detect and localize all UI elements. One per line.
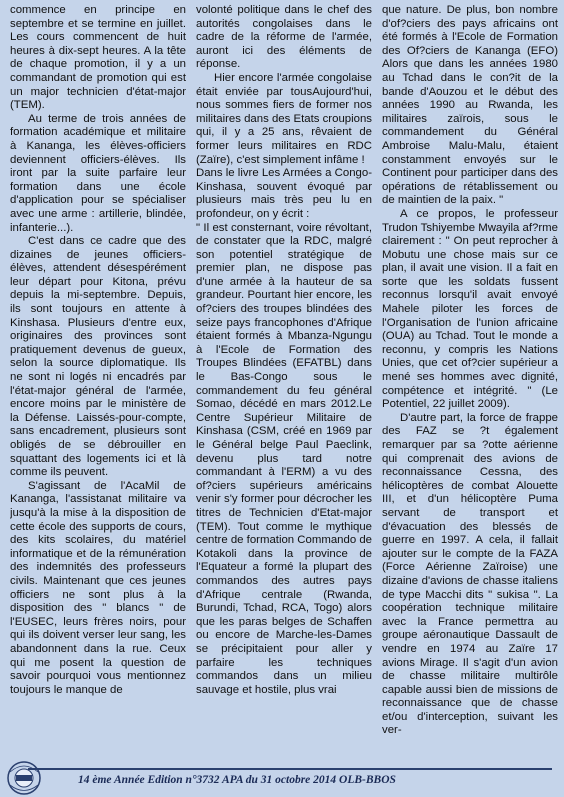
paragraph: S'agissant de l'AcaMil de Kananga, l'assistanat militaire va jusqu'à la mise à la disposition de cette école des supports de cours, des kits scolaires, du matériel informatique et de la rémunération des indemnités des professeurs civils. Maintenant que ces jeunes officiers ne sont plus à la disposition des " blancs " de l'EUSEC, leurs frères noirs, pour qui ils doivent verser leur sang, les abandonnent dans la rue. Ceux qui me posent la question de savoir pourquoi vous mentionnez toujours le manque de xyxy=(10,479,186,696)
column-3 xyxy=(382,4,558,762)
paragraph: Au terme de trois années de formation académique et militaire à Kananga, les élèves-officiers deviennent officiers-élèves. Ils iront par la suite parfaire leur formation dans une école d'application pour se spécialiser avec une arme : artillerie, blindée, infanterie...). xyxy=(10,112,186,234)
article-columns xyxy=(10,4,558,762)
paragraph: Hier encore l'armée congolaise était enviée par tousAujourd'hui, nous sommes fiers de former nos militaires dans des Etats croupions qui, il y a 25 ans, rêvaient de former leurs militaires en RDC (Zaïre), c'est simplement infâme ! xyxy=(196,71,372,166)
paragraph: que nature. De plus, bon nombre d'of?ciers des pays africains ont été formés à l'Ecole de Formation des Of?ciers de Kananga (EFO) Alors que dans les années 1980 au Tchad dans le con?it de la bande d'Aouzou et le début des années 1990 au Rwanda, les militaires zaïrois, sous le commandement du Général Ambroise Malu-Malu, étaient constamment envoyés sur le Continent pour participer dans des opérations de rétablissement ou de maintien de la paix. " xyxy=(382,4,558,207)
paragraph: commence en principe en septembre et se termine en juillet. Les cours commencent de huit heures à dix-sept heures. A la tête de chaque promotion, il y a un commandant de promotion qui est un major technicien d'état-major (TEM). xyxy=(10,4,186,112)
agency-logo xyxy=(2,760,46,796)
paragraph: D'autre part, la force de frappe des FAZ se ?t également remarquer par sa ?otte aérienne qui comprenait des avions de reconnaissance Cessna, des hélicoptères de combat Alouette III, et d'un hélicoptère Puma servant de transport et d'évacuation des blessés de guerre en 1997. A cela, il fallait ajouter sur le compte de la FAZA (Force Aérienne Zaïroise) une dizaine d'avions de chasse italiens de type Macchi dits " sukisa ". La coopération technique militaire avec la France permettra au groupe aéronautique Dassault de vendre en 1974 au Zaïre 17 avions Mirage. Il s'agit d'un avion de chasse militaire multirôle capable aussi bien de missions de reconnaissance que de chasse et/ou d'interception, suivant les ver- xyxy=(382,411,558,737)
paragraph: C'est dans ce cadre que des dizaines de jeunes officiers-élèves, attendent désespérément leur départ pour Kitona, prévu depuis la mi-septembre. Depuis, ils sont toujours en attente à Kinshasa. Plusieurs d'entre eux, originaires des provinces sont pratiquement devenus de gueux, selon la source diplomatique. Ils ne sont ni logés ni encadrés par l'état-major général de l'armée, encore moins par le ministère de la Défense. Laissés-pour-compte, sans encadrement, plusieurs sont obligés de se débrouiller en squattant des logements ici et là comme ils peuvent. xyxy=(10,235,186,479)
paragraph: A ce propos, le professeur Trudon Tshiyembe Mwayila af?rme clairement : " On peut reprocher à Mobutu une chose mais sur ce plan, il avait une vision. Il a fait en sorte que les soldats fussent reconnus lorsqu'il avait envoyé Mahele piloter les forces de l'Organisation de l'union africaine (OUA) au Tchad. Tout le monde a reconnu, y compris les Nations Unies, que cet of?cier supérieur a mené ses hommes avec dignité, compétence et intégrité. " (Le Potentiel, 22 juillet 2009). xyxy=(382,207,558,411)
footer-edition-line: 14 ème Année Edition n°3732 APA du 31 octobre 2014 OLB-BBOS xyxy=(78,774,396,786)
paragraph: Dans le livre Les Armées a Congo-Kinshasa, souvent évoqué par plusieurs mais très peu lu en profondeur, on y écrit : xyxy=(196,167,372,220)
paragraph: volonté politique dans le chef des autorités congolaises dans le cadre de la réforme de l'armée, auront ici des éléments de réponse. xyxy=(196,4,372,71)
column-1 xyxy=(10,4,186,762)
footer-rule xyxy=(28,768,552,770)
paragraph: " Il est consternant, voire révoltant, de constater que la RDC, malgré son potentiel stratégique de premier plan, ne dispose pas d'une armée à la hauteur de sa grandeur. Pourtant hier encore, les of?ciers des troupes blindées des seize pays francophones d'Afrique étaient formés à Mbanza-Ngungu à l'Ecole de Formation des Troupes Blindées (EFATBL) dans le Bas-Congo sous le commandement du feu général Somao, décédé en mars 2012.Le Centre Supérieur Militaire de Kinshasa (CSM, créé en 1969 par le Général belge Paul Paeclink, devenu plus tard notre commandant à l'ERM) a vu des of?ciers supérieurs américains venir s'y former pour décrocher les titres de Technicien d'Etat-major (TEM). Tout comme le mythique centre de formation Commando de Kotakoli dans la province de l'Equateur a formé la plupart des commandos des autres pays d'Afrique centrale (Rwanda, Burundi, Tchad, RCA, Togo) alors que les paras belges de Schaffen ou encore de Marche-les-Dames se précipitaient pour aller y parfaire les techniques commandos dans un milieu sauvage et hostile, plus vrai xyxy=(196,221,372,696)
column-2 xyxy=(196,4,372,762)
